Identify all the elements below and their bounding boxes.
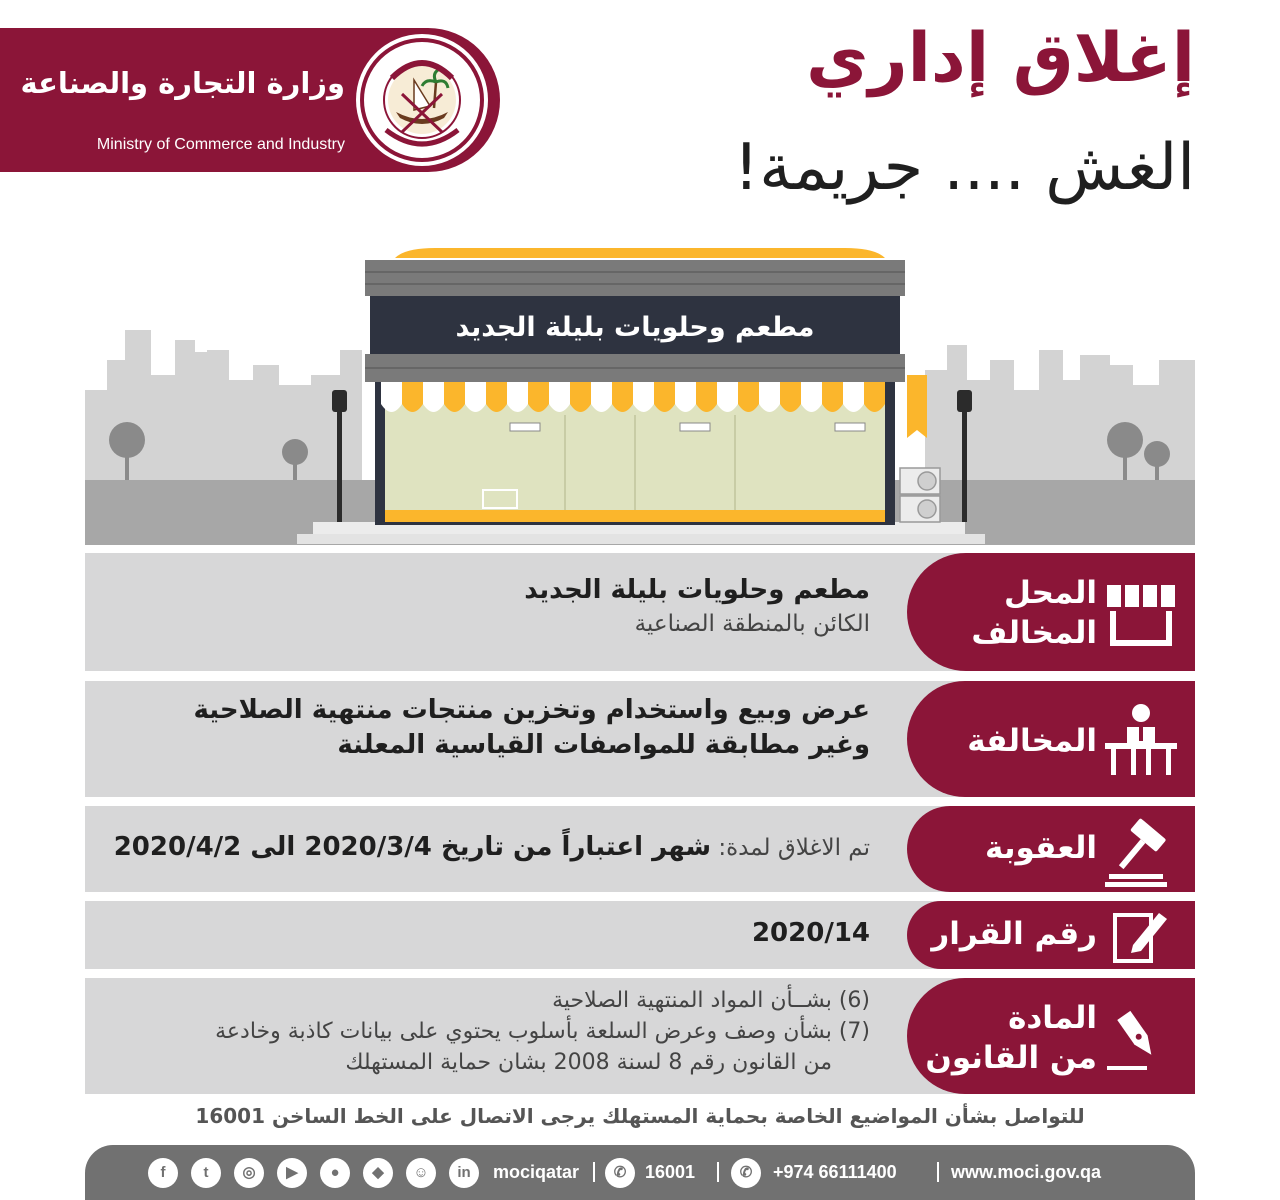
violation-line: وغير مطابقة للمواصفات القياسية المعلنة xyxy=(337,730,870,761)
hotline-number[interactable]: 16001 xyxy=(645,1162,696,1182)
shop-location: الكائن بالمنطقة الصناعية xyxy=(634,611,870,638)
awning-stripe xyxy=(822,382,843,412)
awning-stripe xyxy=(612,382,633,412)
awning-stripe xyxy=(843,382,864,412)
penalty-period: شهر اعتباراً من تاريخ 2020/3/4 الى 2020/4/2 xyxy=(113,832,712,862)
row-label-tab xyxy=(907,681,1195,797)
linkedin-icon[interactable]: in xyxy=(449,1158,479,1188)
twitter-icon[interactable]: t xyxy=(191,1158,221,1188)
person-at-desk-icon xyxy=(1101,699,1181,779)
social-handle[interactable]: mociqatar xyxy=(493,1162,580,1182)
awning-stripe xyxy=(633,382,654,412)
law-article-line: (7) بشأن وصف وعرض السلعة بأسلوب يحتوي على بيانات كاذبة وخادعة xyxy=(215,1018,870,1044)
separator xyxy=(593,1162,595,1182)
row-label: المخالفة xyxy=(967,723,1097,759)
storefront-scene xyxy=(85,240,1195,550)
awning-stripe xyxy=(738,382,759,412)
awning-stripe xyxy=(528,382,549,412)
separator xyxy=(717,1162,719,1182)
ministry-name-english: Ministry of Commerce and Industry xyxy=(96,136,345,153)
ministry-name-arabic: وزارة التجارة والصناعة xyxy=(20,66,345,100)
row-violation xyxy=(85,681,1195,797)
awning-stripe xyxy=(465,382,486,412)
facebook-icon[interactable]: f xyxy=(148,1158,178,1188)
awning-stripe xyxy=(423,382,444,412)
emblem-icon xyxy=(356,34,488,166)
website-link[interactable]: www.moci.gov.qa xyxy=(951,1162,1102,1182)
awning-stripe xyxy=(402,382,423,412)
awning-stripe xyxy=(507,382,528,412)
awning-stripe xyxy=(381,382,402,412)
separator xyxy=(937,1162,939,1182)
storefront-icon xyxy=(1101,571,1181,651)
apple-icon[interactable]: ● xyxy=(320,1158,350,1188)
qatar-emblem-logo xyxy=(356,34,488,166)
row-label-tab xyxy=(907,901,1195,969)
row-label-tab xyxy=(907,553,1195,671)
row-label: المادة من القانون xyxy=(925,1000,1097,1077)
awning-stripe xyxy=(717,382,738,412)
row-violating-shop xyxy=(85,553,1195,671)
whatsapp-icon: ✆ xyxy=(731,1158,761,1188)
android-icon[interactable]: ◆ xyxy=(363,1158,393,1188)
shop-illustration xyxy=(85,240,1195,550)
row-content xyxy=(752,916,870,951)
awning-stripe xyxy=(591,382,612,412)
row-content xyxy=(114,830,870,865)
edit-document-icon xyxy=(1101,897,1181,977)
page-title: إغلاق إداري xyxy=(806,19,1195,98)
shop-name: مطعم وحلويات بليلة الجديد xyxy=(524,575,870,605)
fountain-pen-icon xyxy=(1101,1000,1181,1080)
awning-stripe xyxy=(444,382,465,412)
violation-line: عرض وبيع واستخدام وتخزين منتجات منتهية الصلاحية xyxy=(193,695,870,725)
decision-number: 2020/14 xyxy=(751,918,870,948)
row-label: رقم القرار xyxy=(931,916,1097,952)
awning-stripe xyxy=(675,382,696,412)
row-label: المحل المخالف xyxy=(971,575,1097,652)
penalty-prefix: تم الاغلاق لمدة: xyxy=(711,835,870,861)
row-content xyxy=(524,573,870,641)
row-label: العقوبة xyxy=(985,830,1097,866)
awning-stripe xyxy=(864,382,885,412)
hotline-note: للتواصل بشأن المواضيع الخاصة بحماية المستهلك يرجى الاتصال على الخط الساخن 16001 xyxy=(195,1104,1085,1128)
youtube-icon[interactable]: ▶ xyxy=(277,1158,307,1188)
phone-icon: ✆ xyxy=(605,1158,635,1188)
law-article-line: (6) بشــأن المواد المنتهية الصلاحية xyxy=(552,988,870,1013)
awning-stripe xyxy=(654,382,675,412)
instagram-icon[interactable]: ◎ xyxy=(234,1158,264,1188)
row-label-tab xyxy=(907,978,1195,1094)
awning-stripe xyxy=(801,382,822,412)
awning-stripe xyxy=(759,382,780,412)
row-label-tab xyxy=(907,806,1195,892)
social-bar xyxy=(85,1145,1195,1200)
row-penalty xyxy=(85,806,1195,892)
row-decision-number xyxy=(85,901,1195,969)
row-content xyxy=(215,986,870,1078)
awning-stripe xyxy=(780,382,801,412)
gavel-icon xyxy=(1101,812,1181,892)
row-content xyxy=(194,693,870,763)
awning-stripe xyxy=(486,382,507,412)
awning-stripe xyxy=(549,382,570,412)
ministry-banner xyxy=(0,28,500,172)
shop-sign-text: مطعم وحلويات بليلة الجديد xyxy=(455,312,815,343)
awning-stripe xyxy=(696,382,717,412)
awning-stripe xyxy=(570,382,591,412)
whatsapp-number[interactable]: +974 66111400 xyxy=(773,1162,897,1182)
snapchat-icon[interactable]: ☺ xyxy=(406,1158,436,1188)
law-article-line: من القانون رقم 8 لسنة 2008 بشان حماية المستهلك xyxy=(345,1049,832,1075)
row-law-article xyxy=(85,978,1195,1094)
page-subtitle: الغش .... جريمة! xyxy=(733,131,1195,205)
